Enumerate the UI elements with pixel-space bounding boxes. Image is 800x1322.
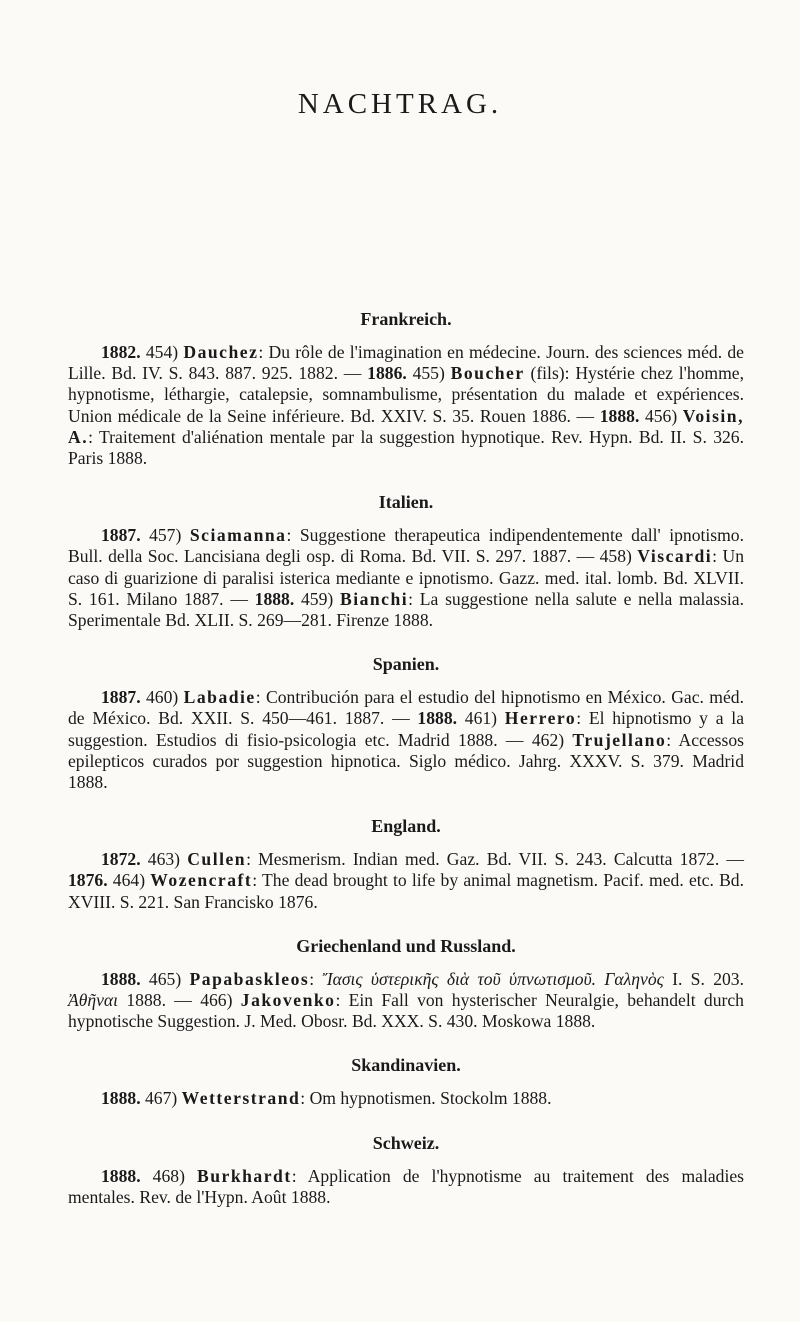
entry-year: 1888. xyxy=(101,1165,141,1186)
entry-author: Labadie xyxy=(183,687,256,708)
entry-author: Trujellano xyxy=(572,729,667,750)
entry-text: 461) xyxy=(457,708,505,729)
section-heading: Spanien. xyxy=(372,654,440,675)
entry-author: Cullen xyxy=(187,849,247,870)
entry-author: Sciamanna xyxy=(189,525,287,546)
entry-text: 465) xyxy=(140,968,190,989)
entry-text: : Traitement d'aliénation mentale par la suggestion hypnotique. Rev. Hypn. Bd. II. S. 326. Paris 1888. xyxy=(68,426,744,469)
entry-greek: Ἴασις ὑστερικῆς διὰ τοῦ ὑπνωτισμοῦ. Γαληνὸς xyxy=(322,968,664,989)
entry-author: Boucher xyxy=(450,363,525,384)
entry-text: : Un caso di guarizione di paralisi isterica mediante e ipnotismo. Gazz. med. ital. lomb. Bd. XLVII. S. 161. Milano 1887. — xyxy=(68,546,744,609)
bibliography-entry xyxy=(68,687,744,793)
entry-text: 467) xyxy=(140,1088,182,1109)
bibliography-entry xyxy=(68,1166,744,1208)
entry-author: Herrero xyxy=(504,708,577,729)
section-heading: Skandinavien. xyxy=(351,1055,461,1076)
entry-author: Bianchi xyxy=(339,588,409,609)
page-title: NACHTRAG. xyxy=(297,88,503,120)
section xyxy=(68,935,744,1033)
entry-year: 1888. xyxy=(417,708,458,729)
entry-year: 1888. xyxy=(101,968,141,989)
entry-author: Burkhardt xyxy=(197,1165,292,1186)
section xyxy=(68,308,744,469)
entry-text: : Ein Fall von hysterischer Neuralgie, behandelt durch hypnotische Suggestion. J. Med. Obosr. Bd. XXX. S. 430. Moskowa 1888. xyxy=(68,990,744,1032)
entry-year: 1886. xyxy=(367,363,407,384)
entry-year: 1887. xyxy=(101,525,141,546)
entry-text: 468) xyxy=(140,1165,198,1186)
section xyxy=(68,491,744,631)
section xyxy=(68,653,744,793)
entry-text: (fils): Hystérie chez l'homme, hypnotisme, léthargie, catalepsie, somnambulisme, présentation du malade et expériences. Union médicale de la Seine inférieure. Bd. XXIV. S. 35. Rouen 1886. — xyxy=(68,363,744,426)
bibliography-entry xyxy=(68,849,744,913)
entry-text: : Application de l'hypnotisme au traitement des maladies mentales. Rev. de l'Hypn. Août 1888. xyxy=(68,1165,744,1207)
section xyxy=(68,815,744,913)
entry-author: Viscardi xyxy=(637,546,713,567)
bibliography-body xyxy=(68,308,744,1230)
entry-text: : Accessos epilepticos curados por suggestion hipnotica. Siglo médico. Jahrg. XXXV. S. 379. Madrid 1888. xyxy=(68,729,744,793)
section-heading: Italien. xyxy=(378,492,434,513)
entry-text: : Mesmerism. Indian med. Gaz. Bd. VII. S. 243. Calcutta 1872. — xyxy=(246,849,745,870)
entry-text: : Du rôle de l'imagination en médecine. Journ. des sciences méd. de Lille. Bd. IV. S. 843. 887. 925. 1882. — xyxy=(68,342,744,384)
entry-greek: Ἀθῆναι xyxy=(68,990,119,1011)
entry-year: 1876. xyxy=(68,870,108,891)
entry-text: 464) xyxy=(107,870,151,891)
entry-text: 460) xyxy=(140,687,184,708)
entry-text: 459) xyxy=(294,588,340,609)
entry-text: : The dead brought to life by animal magnetism. Pacif. med. etc. Bd. XVIII. S. 221. San Francisko 1876. xyxy=(68,870,745,912)
entry-author: Voisin, A. xyxy=(68,405,744,447)
entry-text: : El hipnotismo y a la suggestion. Estudios di fisio-psicologia etc. Madrid 1888. — 462) xyxy=(68,708,745,750)
section-heading: Griechenland und Russland. xyxy=(296,935,516,956)
entry-text: : Contribución para el estudio del hipnotismo en México. Gac. méd. de México. Bd. XXII. S. 450—461. 1887. — xyxy=(68,687,744,729)
entry-author: Dauchez xyxy=(183,342,259,362)
entry-year: 1887. xyxy=(101,687,141,708)
entry-text: : Suggestione therapeutica indipendentemente dall' ipnotismo. Bull. della Soc. Lancisiana degli osp. di Roma. Bd. VII. S. 297. 1887. — 458) xyxy=(68,525,744,567)
section-heading: Schweiz. xyxy=(372,1132,440,1153)
entry-text: 455) xyxy=(406,363,451,384)
entry-text: : xyxy=(309,968,323,989)
section xyxy=(68,1054,744,1109)
entry-text: 456) xyxy=(639,405,683,426)
bibliography-entry xyxy=(68,1088,744,1109)
entry-year: 1888. xyxy=(101,1088,141,1109)
entry-text: I. S. 203. xyxy=(663,968,744,989)
entry-author: Wetterstrand xyxy=(181,1088,301,1109)
bibliography-entry xyxy=(68,525,744,631)
entry-text: 454) xyxy=(140,342,184,362)
entry-text: : La suggestione nella salute e nella malassia. Sperimentale Bd. XLII. S. 269—281. Firenze 1888. xyxy=(68,588,745,631)
bibliography-entry xyxy=(68,969,744,1033)
entry-year: 1882. xyxy=(101,342,141,362)
section xyxy=(68,1132,744,1208)
entry-text: 1888. — 466) xyxy=(118,990,241,1011)
section-heading: England. xyxy=(371,816,441,837)
entry-year: 1888. xyxy=(254,588,295,609)
entry-author: Jakovenko xyxy=(240,990,336,1011)
section-heading: Frankreich. xyxy=(360,309,452,329)
entry-author: Wozencraft xyxy=(150,870,253,891)
entry-text: 463) xyxy=(140,849,188,870)
entry-year: 1872. xyxy=(101,849,141,870)
entry-text: 457) xyxy=(140,525,190,546)
entry-text: : Om hypnotismen. Stockolm 1888. xyxy=(300,1088,552,1109)
entry-year: 1888. xyxy=(599,405,640,426)
bibliography-entry xyxy=(68,342,744,469)
entry-author: Papabaskleos xyxy=(189,968,310,989)
